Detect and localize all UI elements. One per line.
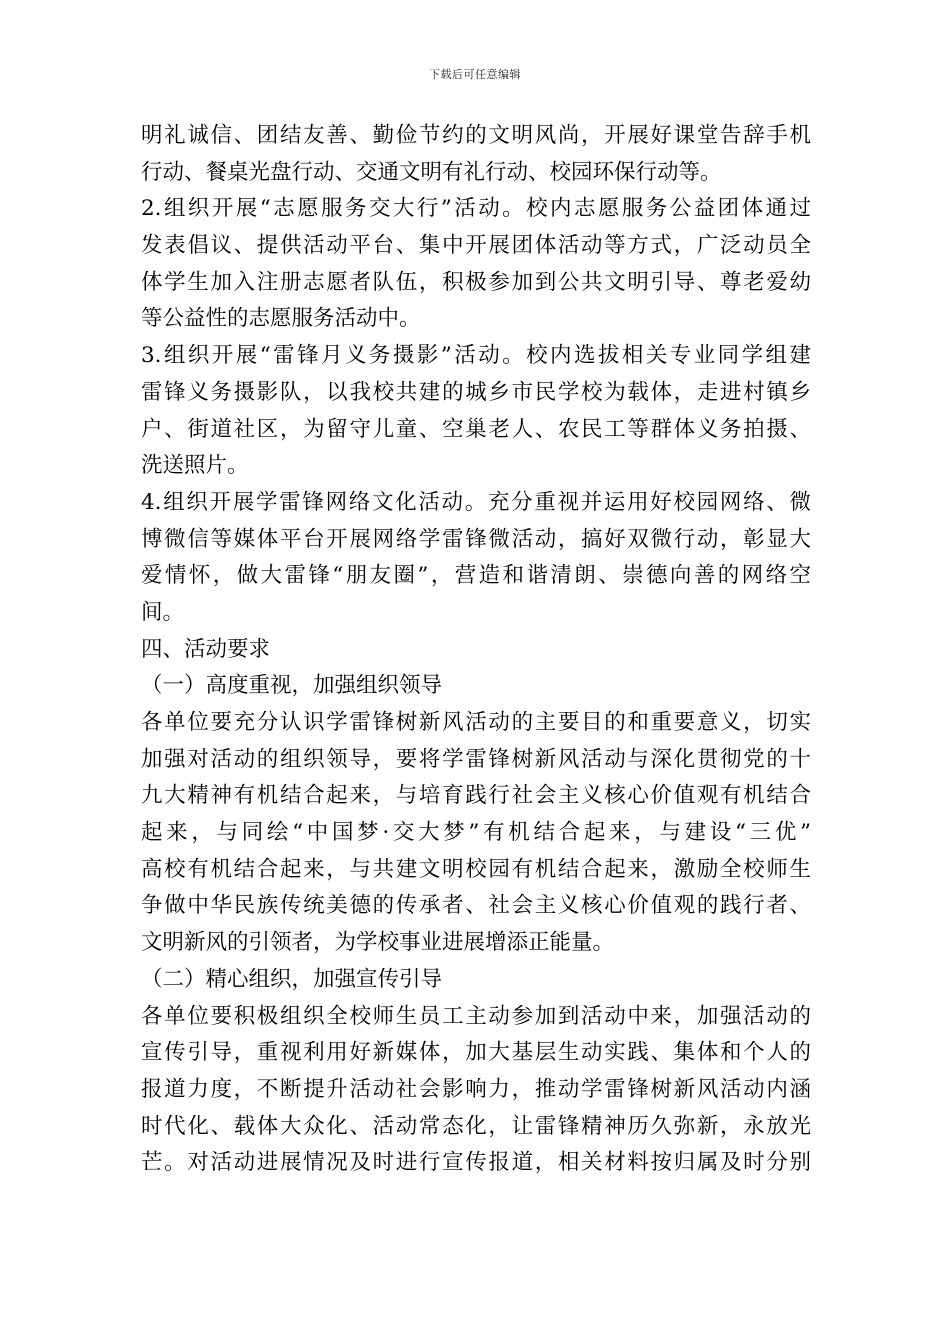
section-heading: 四、活动要求	[141, 636, 271, 662]
text-line: 文明新风的引领者，为学校事业进展增添正能量。	[141, 930, 615, 956]
text-line: 发表倡议、提供活动平台、集中开展团体活动等方式，广泛动员全	[141, 233, 811, 259]
text-line: 博微信等媒体平台开展网络学雷锋微活动，搞好双微行动，彰显大	[141, 526, 811, 552]
subsection-heading: （一）高度重视，加强组织领导	[141, 673, 443, 699]
text-line: 爱情怀，做大雷锋“朋友圈”，营造和谐清朗、崇德向善的网络空	[141, 563, 811, 589]
text-line: 各单位要积极组织全校师生员工主动参加到活动中来，加强活动的	[141, 1003, 811, 1029]
text-line: 雷锋义务摄影队，以我校共建的城乡市民学校为载体，走进村镇乡	[141, 379, 811, 405]
text-line: 户、街道社区，为留守儿童、空巢老人、农民工等群体义务拍摄、	[141, 416, 811, 442]
text-line: 等公益性的志愿服务活动中。	[141, 306, 421, 332]
text-line: 2.组织开展“志愿服务交大行”活动。校内志愿服务公益团体通过	[141, 196, 811, 222]
document-body	[141, 118, 811, 1182]
text-line: 加强对活动的组织领导，要将学雷锋树新风活动与深化贯彻党的十	[141, 746, 811, 772]
text-line: 宣传引导，重视利用好新媒体，加大基层生动实践、集体和个人的	[141, 1040, 811, 1066]
text-line: 争做中华民族传统美德的传承者、社会主义核心价值观的践行者、	[141, 893, 811, 919]
text-line: 行动、餐桌光盘行动、交通文明有礼行动、校园环保行动等。	[141, 159, 722, 185]
text-line: 各单位要充分认识学雷锋树新风活动的主要目的和重要意义，切实	[141, 710, 811, 735]
page-header: 下载后可任意编辑	[429, 68, 521, 81]
text-line: 九大精神有机结合起来，与培育践行社会主义核心价值观有机结合	[141, 783, 811, 809]
text-line: 3.组织开展“雷锋月义务摄影”活动。校内选拔相关专业同学组建	[141, 343, 811, 369]
text-line: 间。	[141, 599, 185, 625]
text-line: 高校有机结合起来，与共建文明校园有机结合起来，激励全校师生	[141, 856, 811, 882]
text-line: 起来，与同绘“中国梦·交大梦”有机结合起来，与建设“三优”	[141, 820, 811, 846]
text-line: 芒。对活动进展情况及时进行宣传报道，相关材料按归属及时分别	[141, 1150, 811, 1176]
text-line: 洗送照片。	[141, 453, 249, 479]
text-line: 明礼诚信、团结友善、勤俭节约的文明风尚，开展好课堂告辞手机	[141, 123, 811, 148]
text-line: 时代化、载体大众化、活动常态化，让雷锋精神历久弥新，永放光	[141, 1113, 811, 1139]
subsection-heading: （二）精心组织，加强宣传引导	[141, 966, 443, 992]
text-line: 报道力度，不断提升活动社会影响力，推动学雷锋树新风活动内涵	[141, 1076, 811, 1102]
text-line: 体学生加入注册志愿者队伍，积极参加到公共文明引导、尊老爱幼	[141, 269, 811, 295]
text-line: 4.组织开展学雷锋网络文化活动。充分重视并运用好校园网络、微	[141, 489, 811, 515]
